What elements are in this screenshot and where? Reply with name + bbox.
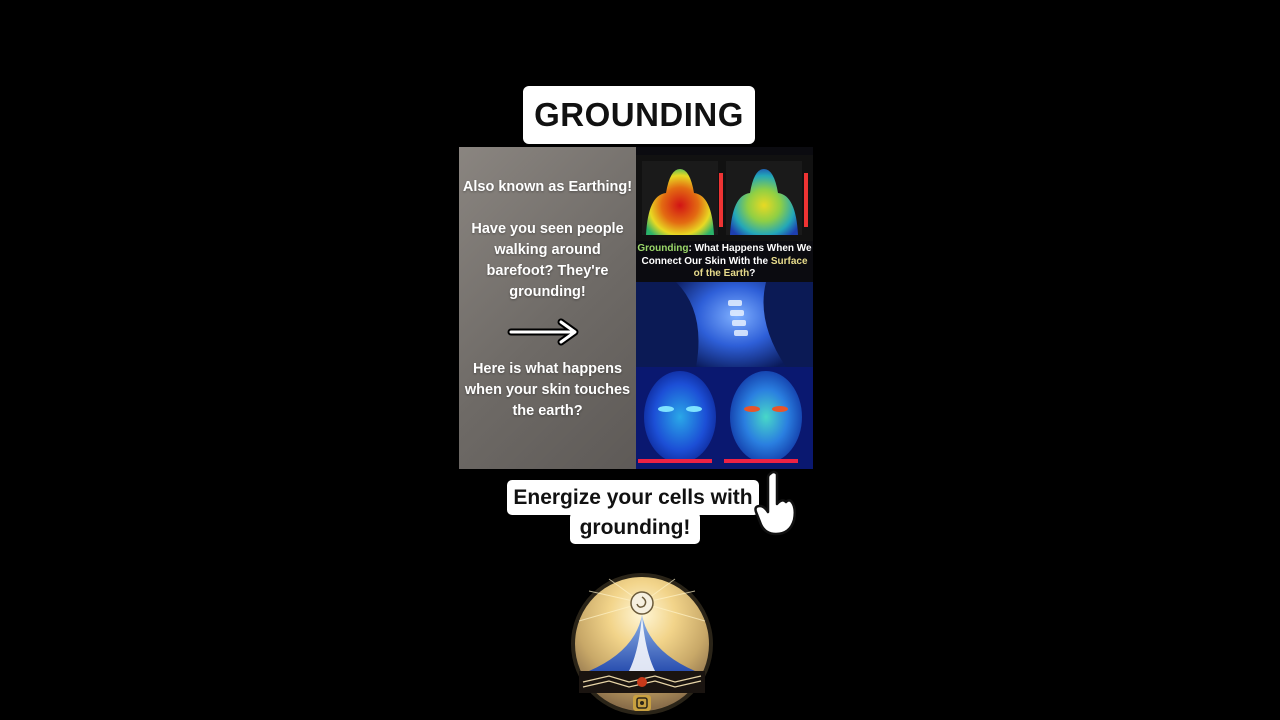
pointing-finger-icon — [752, 468, 798, 538]
barefoot-text: Have you seen people walking around barefoot? They're grounding! — [471, 221, 624, 300]
cta-label-line2 — [570, 512, 700, 544]
circular-emblem-logo — [569, 571, 715, 717]
neck-xray-image — [636, 282, 813, 367]
info-panel-left — [459, 147, 636, 469]
skin-touches-text: Here is what happens when your skin touches the earth? — [464, 361, 631, 419]
thermal-image-panel — [636, 147, 813, 469]
cta-text-line2: grounding! — [579, 516, 691, 539]
earthing-text: Also known as Earthing! — [462, 179, 633, 195]
title-label — [523, 86, 755, 144]
caption-surface: Surface of the Earth — [693, 255, 808, 279]
caption-middle: : What Happens When We Connect Our Skin With the — [641, 243, 812, 267]
caption-grounding: Grounding — [637, 243, 689, 254]
cta-text-line1: Energize your cells with — [513, 485, 753, 509]
thermal-caption — [636, 243, 813, 281]
caption-end: ? — [749, 268, 756, 279]
thermal-faces-image — [636, 367, 813, 469]
cta-label-line1 — [507, 480, 759, 515]
thermal-back-comparison-image — [636, 155, 813, 241]
title-text: GROUNDING — [534, 96, 744, 133]
right-arrow-icon — [507, 317, 583, 347]
